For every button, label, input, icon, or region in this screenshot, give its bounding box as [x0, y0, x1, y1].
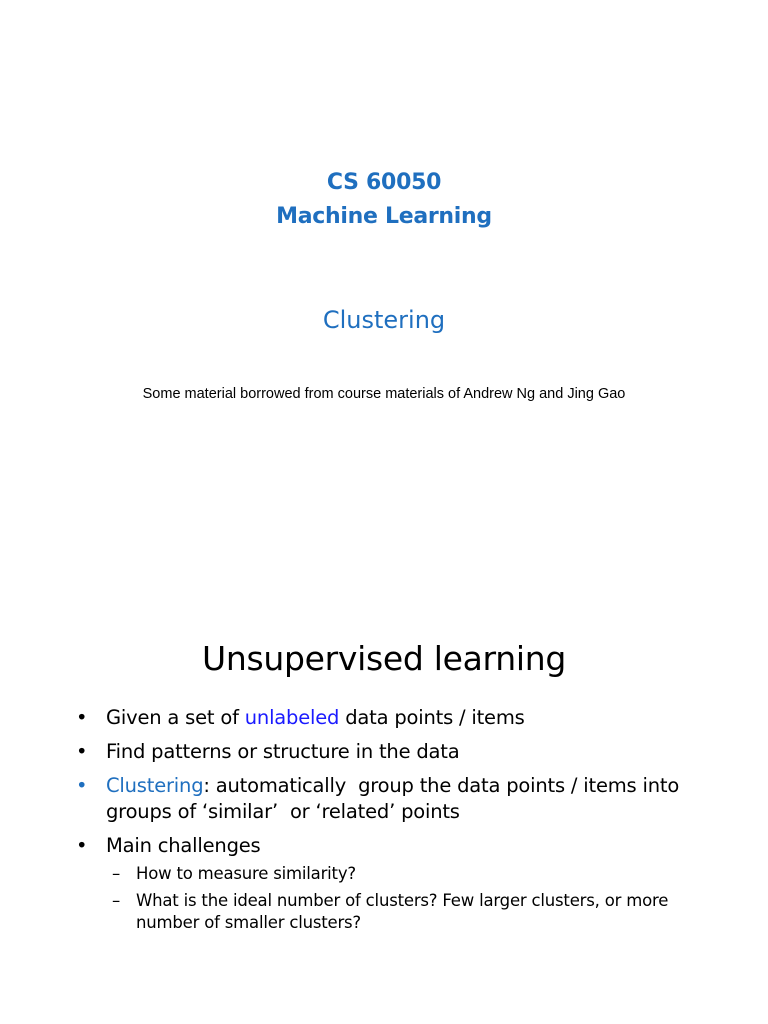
sub-bullet-list: [106, 863, 716, 934]
bullet-marker: •: [76, 774, 88, 797]
bullet-text: Given a set of: [106, 706, 245, 729]
course-name: Machine Learning: [276, 204, 492, 229]
highlight-term: unlabeled: [244, 706, 340, 729]
bullet-marker: •: [76, 706, 88, 729]
course-code: CS 60050: [326, 170, 442, 195]
topic-title: Clustering: [322, 306, 446, 334]
highlight-term: Clustering: [106, 774, 204, 797]
bullet-item: [76, 773, 716, 825]
bullet-marker: •: [76, 834, 88, 857]
bullet-text: data points / items: [339, 706, 525, 729]
slide-heading: Unsupervised learning: [202, 639, 566, 678]
title-block: [0, 166, 768, 234]
bullet-item: [76, 705, 716, 731]
bullet-text: Find patterns or structure in the data: [106, 740, 460, 763]
bullet-item: [76, 833, 716, 934]
sub-bullet-text: What is the ideal number of clusters? Few larger clusters, or more number of smaller clusters?: [136, 891, 669, 932]
sub-bullet-text: How to measure similarity?: [136, 864, 356, 883]
bullet-marker: •: [76, 740, 88, 763]
bullet-text: Main challenges: [106, 834, 261, 857]
bullet-text: : automatically group the data points / items into groups of ‘similar’ or ‘related’ points: [106, 774, 686, 823]
bullet-item: [76, 739, 716, 765]
dash-marker: –: [112, 864, 121, 883]
bullet-list: [76, 705, 716, 942]
sub-bullet-item: [106, 863, 716, 885]
dash-marker: –: [112, 891, 121, 910]
sub-bullet-item: [106, 890, 716, 934]
credit-note: Some material borrowed from course materials of Andrew Ng and Jing Gao: [142, 386, 626, 402]
